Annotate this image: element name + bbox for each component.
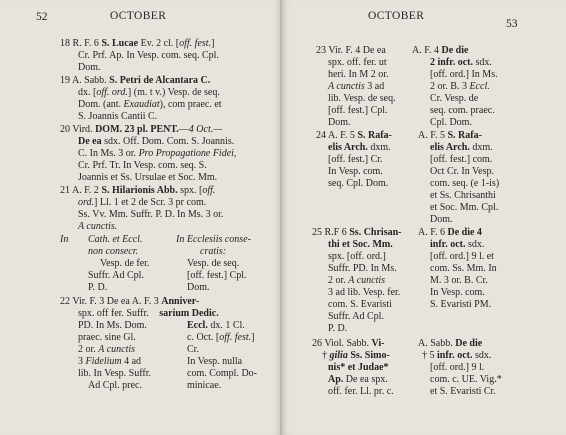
entry-line: 22 Vir. F. 3 De ea A. F. 3 Anniver-: [60, 296, 200, 307]
entry-line: minicae.: [187, 380, 222, 391]
rubric-left-col: Cath. et Eccl.: [88, 234, 143, 245]
entry-line: A cunctis 3 ad: [328, 81, 385, 92]
entry-line: 18 R. F. 6 S. Lucae Ev. 2 cl. [off. fest.]: [60, 38, 215, 49]
entry-line: spx. [off. ord.]: [328, 251, 386, 262]
entry-line: Cr. Prf. Ap. In Vesp. com. seq. Cpl.: [78, 50, 219, 61]
entry-line: seq. com. praec.: [430, 105, 495, 116]
entry-line: com. seq. (e 1-is): [430, 178, 500, 189]
entry-line: Suffr. PD. In Ms.: [328, 263, 397, 274]
entry-line: 24 A. F. 5 S. Rafa-: [316, 130, 392, 141]
entry-line: A. F. 6 De die 4: [418, 227, 482, 238]
entry-line: [off. fest.] Cr.: [328, 154, 383, 165]
entry-line: 2 infr. oct. sdx.: [430, 57, 492, 68]
entry-line: et Soc. Mm. Cpl.: [430, 202, 499, 213]
entry-line: M. 3 or. B. Cr.: [430, 275, 488, 286]
rubric-right-col: Vesp. de seq.: [187, 258, 240, 269]
entry-line: 25 R.F 6 Ss. Chrisan-: [312, 227, 402, 238]
entry-line: spx. off fer. Suffr. sarium Dedic.: [78, 308, 219, 319]
entry-line: 2 or. A cunctis: [78, 344, 136, 355]
entry-line: A. F. 5 S. Rafa-: [418, 130, 482, 141]
entry-line: Cpl. Dom.: [430, 117, 472, 128]
page-number: 52: [36, 11, 48, 23]
entry-line: [off. fest.] Cpl.: [328, 105, 388, 116]
entry-line: [off. ord.] 9 l.: [430, 362, 485, 373]
entry-line: Dom. (ant. Exaudiat), com praec. et: [78, 99, 222, 110]
entry-line: Eccl. dx. 1 Cl.: [187, 320, 245, 331]
entry-line: 3 Fidelium 4 ad: [78, 356, 142, 367]
entry-line: 19 A. Sabb. S. Petri de Alcantara C.: [60, 75, 211, 86]
page-number: 53: [506, 18, 518, 30]
entry-line: Ap. De ea spx.: [328, 374, 388, 385]
entry-line: praec. sine Gl.: [78, 332, 136, 343]
entry-line: C. In Ms. 3 or. Pro Propagatione Fidei,: [78, 148, 237, 159]
entry-line: Ad Cpl. prec.: [88, 380, 142, 391]
entry-line: Cr. Vesp. de: [430, 93, 479, 104]
entry-line: off. fer. Ll. pr. c.: [328, 386, 394, 397]
entry-line: elis Arch. dxm.: [430, 142, 493, 153]
entry-line: S. Joannis Cantii C.: [78, 111, 158, 122]
entry-line: P. D.: [328, 323, 348, 334]
rubric-in: In: [60, 234, 69, 245]
entry-line: Oct Cr. In Vesp.: [430, 166, 494, 177]
rubric-left-col: Vesp. de fer.: [100, 258, 150, 269]
entry-line: et S. Evaristi Cr.: [430, 386, 496, 397]
entry-line: Dom.: [328, 117, 351, 128]
rubric-right-col: cratis:: [200, 246, 227, 257]
entry-line: In Vesp. nulla: [187, 356, 243, 367]
entry-line: Cr. Prf. Tr. In Vesp. com. seq. S.: [78, 160, 207, 171]
entry-line: ord.] Ll. 1 et 2 de Scr. 3 pr com.: [78, 197, 207, 208]
entry-line: In Vesp. com.: [328, 166, 383, 177]
entry-line: com. c. UE. Vig.*: [430, 374, 502, 385]
rubric-left-col: non consecr.: [88, 246, 138, 257]
entry-line: nis* et Judae*: [328, 362, 389, 373]
rubric-left-col: Suffr. Ad Cpl.: [88, 270, 144, 281]
entry-line: Dom.: [430, 214, 453, 225]
page-header: OCTOBER: [110, 10, 167, 22]
entry-line: A. F. 4 De die: [412, 45, 469, 56]
rubric-left-col: P. D.: [88, 282, 108, 293]
entry-line: seq. Cpl. Dom.: [328, 178, 389, 189]
entry-line: 20 Vird. DOM. 23 pl. PENT.—4 Oct.—: [60, 124, 223, 135]
entry-line: De ea sdx. Off. Dom. Com. S. Joannis.: [78, 136, 235, 147]
entry-line: spx. off. fer. ut: [328, 57, 387, 68]
left-page: [0, 0, 281, 435]
entry-line: S. Evaristi PM.: [430, 299, 492, 310]
entry-line: A. Sabb. De die: [418, 338, 483, 349]
entry-line: com. Ss. Mm. In: [430, 263, 497, 274]
entry-line: A cunctis.: [78, 221, 118, 232]
entry-line: [off. fest.] com.: [430, 154, 493, 165]
entry-line: 26 Viol. Sabb. Vi-: [312, 338, 385, 349]
entry-line: † 5 infr. oct. sdx.: [422, 350, 492, 361]
entry-line: Suffr. Ad Cpl.: [328, 311, 384, 322]
page-header: OCTOBER: [368, 10, 425, 22]
entry-line: c. Oct. [off. fest.]: [187, 332, 255, 343]
entry-line: 3 ad lib. Vesp. fer.: [328, 287, 401, 298]
entry-line: 23 Vir. F. 4 De ea: [316, 45, 386, 56]
entry-line: lib. Vesp. de seq.: [328, 93, 396, 104]
entry-line: lib. In Vesp. Suffr.: [78, 368, 151, 379]
entry-line: dx. [off. ord.] (m. t v.) Vesp. de seq.: [78, 87, 220, 98]
rubric-right-col: [off. fest.] Cpl.: [187, 270, 247, 281]
entry-line: thi et Soc. Mm.: [328, 239, 393, 250]
rubric-right-col: Dom.: [187, 282, 210, 293]
entry-line: † gilia Ss. Simo-: [322, 350, 390, 361]
entry-line: Dom.: [78, 62, 101, 73]
entry-line: com. S. Evaristi: [328, 299, 392, 310]
entry-line: 21 A. F. 2 S. Hilarionis Abb. spx. [off.: [60, 185, 216, 196]
entry-line: et Ss. Chrisanthi: [430, 190, 496, 201]
entry-line: [off. ord.] In Ms.: [430, 69, 498, 80]
entry-line: Cr.: [187, 344, 199, 355]
right-page: [282, 0, 566, 435]
entry-line: infr. oct. sdx.: [430, 239, 485, 250]
entry-line: 2 or. B. 3 Eccl.: [430, 81, 490, 92]
entry-line: com. Compl. Do-: [187, 368, 257, 379]
rubric-right-col: In Ecclesiis conse-: [176, 234, 251, 245]
entry-line: [off. ord.] 9 l. et: [430, 251, 494, 262]
entry-line: Ss. Vv. Mm. Suffr. P. D. In Ms. 3 or.: [78, 209, 224, 220]
entry-line: In Vesp. com.: [430, 287, 485, 298]
entry-line: heri. In M 2 or.: [328, 69, 389, 80]
entry-line: Joannis et Ss. Ursulae et Soc. Mm.: [78, 172, 218, 183]
entry-line: elis Arch. dxm.: [328, 142, 391, 153]
entry-line: PD. In Ms. Dom.: [78, 320, 147, 331]
entry-line: 2 or. A cunctis: [328, 275, 386, 286]
